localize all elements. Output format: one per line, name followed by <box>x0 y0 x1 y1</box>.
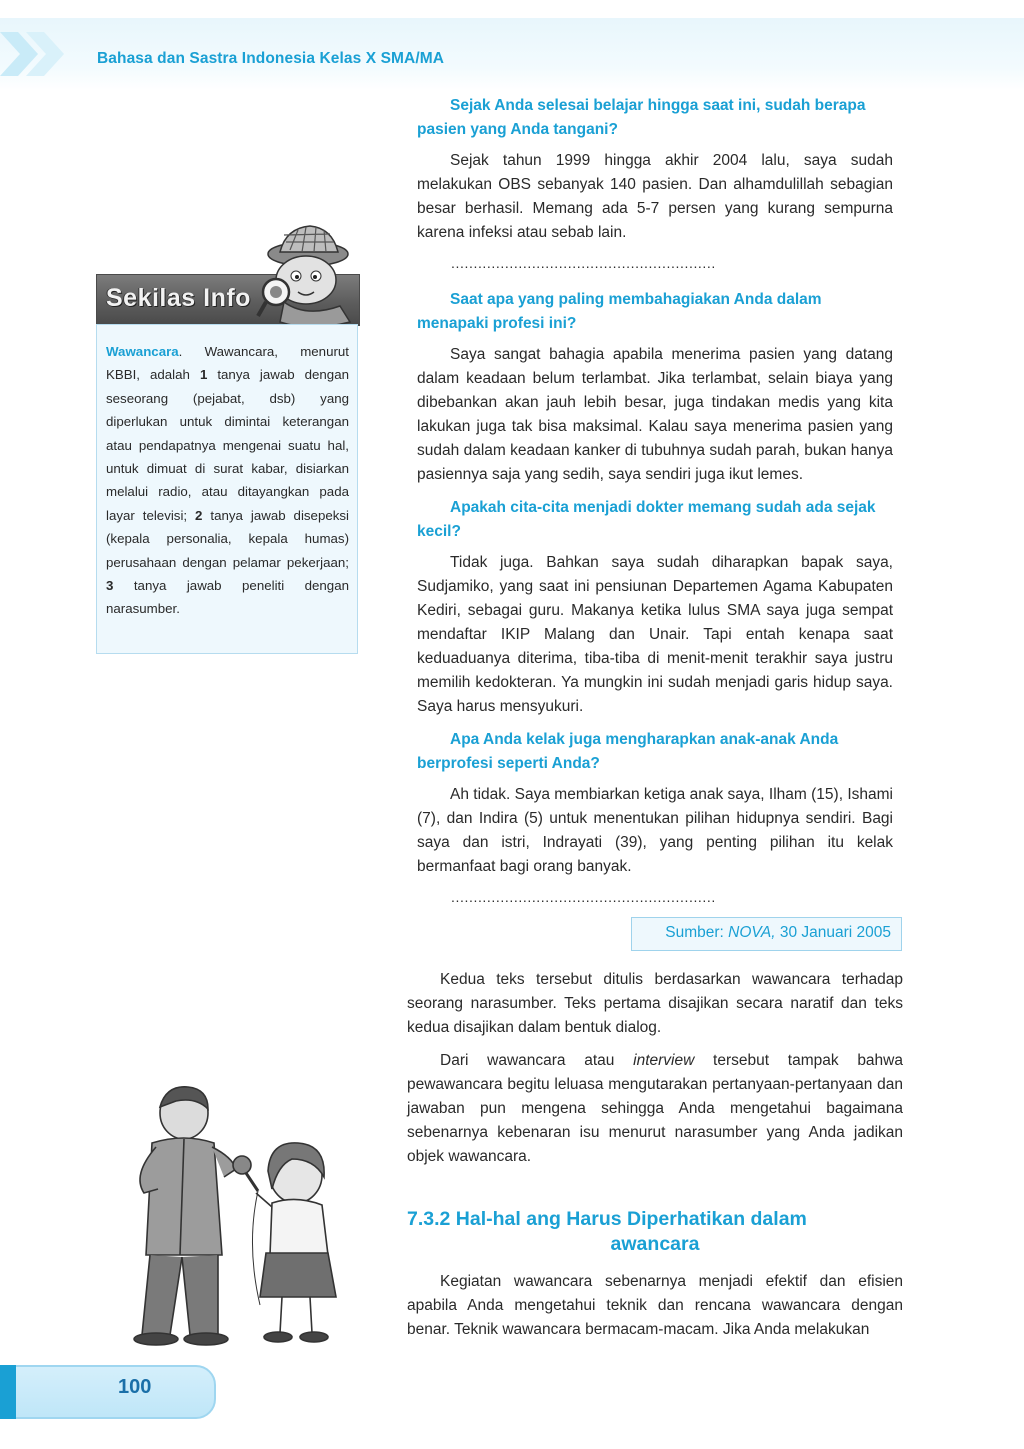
info-number-2: 2 <box>195 507 203 523</box>
info-term: Wawancara <box>106 344 179 359</box>
header-title: Bahasa dan Sastra Indonesia Kelas X SMA/MA <box>97 50 445 67</box>
interview-answer: Saya sangat bahagia apabila menerima pasien yang datang dalam keadaan belum terlambat. Jika terlambat, selain biaya yang dibebankan akan jauh lebih besar, juga tindakan medis yang kita lakukan juga tak bisa maksimal. Kalau saya menerima pasien yang sudah dalam keadaan kanker di tubuhnya sudah parah, bukan hanya pasiennya saja yang sedih, saya sendiri juga ikut lemes. <box>417 346 893 483</box>
body-text-span: tersebut tampak bahwa pewawancara begitu leluasa mengutarakan pertanyaan-pertanyaan dan jawaban pun mengena sehingga Anda mengetahui bagaimana sebenarnya kebenaran isu menurut narasumber yang Anda jadikan objek wawancara. <box>407 1052 903 1165</box>
info-box-body <box>96 324 358 654</box>
chevron-decoration-icon <box>0 18 90 90</box>
body-paragraph: Kegiatan wawancara sebenarnya menjadi efektif dan efisien apabila Anda mengetahui teknik dan rencana wawancara dengan benar. Teknik wawancara bermacam-macam. Jika Anda melakukan <box>407 1273 903 1338</box>
source-prefix: Sumber: <box>665 924 729 941</box>
section-heading <box>407 1207 903 1257</box>
info-text: tanya jawab diseреksi (kepala personalia, kepala humas) perusahaan dengan pelamar pekerjaan; <box>106 507 349 570</box>
section-heading-line1: 7.3.2 Hal-hal ang Harus Diperhatikan dalam <box>407 1208 807 1230</box>
info-text: . Wawancara, menurut KBBI, adalah <box>106 344 349 383</box>
interview-question: Sejak Anda selesai belajar hingga saat ini, sudah berapa pasien yang Anda tangani? <box>417 97 866 138</box>
info-text: tanya jawab dengan seseorang (pejabat, dsb) yang diperlukan untuk dimintai keterangan atau pendapatnya mengenai suatu hal, untuk dimuat di surat kabar, disiarkan melalui radio, atau ditayangkan pada layar televisi; <box>106 367 349 523</box>
interview-question: Saat apa yang paling membahagiakan Anda dalam menapaki profesi ini? <box>417 291 822 332</box>
body-text-span: Dari wawancara atau <box>440 1052 634 1069</box>
body-italic: interview <box>633 1052 695 1069</box>
source-date: 30 Januari 2005 <box>775 924 891 941</box>
interview-section <box>417 94 893 922</box>
interview-answer: Tidak juga. Bahkan saya sudah diharapkan bapak saya, Sudjamiko, yang saat ini pensiunan Departemen Agama Kabupaten Kediri, sebagai guru. Makanya ketika lulus SMA saya juga sempat mendaftar IKIP Malang dan Unair. Tapi entah kenapa saat keduaduanya diterima, tiba-tiba di menit-menit terakhir saya justru memilih kedokteran. Ya mungkin ini sudah menjadi garis hidup saya. Saya harus mensyukuri. <box>417 554 893 715</box>
info-text: tanya jawab peneliti dengan narasumber. <box>106 578 349 617</box>
source-publication: NOVA, <box>728 924 776 941</box>
interview-illustration-icon <box>96 1085 366 1355</box>
interview-question: Apakah cita-cita menjadi dokter memang sudah ada sejak kecil? <box>417 499 876 540</box>
footer-tab <box>0 1365 216 1419</box>
interview-answer: Sejak tahun 1999 hingga akhir 2004 lalu, saya sudah melakukan OBS sebanyak 140 pasien. Dan alhamdulillah sebagian besar berhasil. Memang ada 5-7 persen yang kurang sempurna karena infeksi atau sebab lain. <box>417 152 893 241</box>
body-text <box>407 1270 903 1351</box>
section-heading-line2: awancara <box>610 1233 700 1255</box>
interview-question: Apa Anda kelak juga mengharapkan anak-anak Anda berprofesi seperti Anda? <box>417 731 839 772</box>
interview-answer: Ah tidak. Saya membiarkan ketiga anak saya, Ilham (15), Ishami (7), dan Indira (5) untuk menentukan pilihan hidupnya sendiri. Bagi saya dan istri, Indrayati (39), yang penting pilihan itu kelak bermanfaat bagi orang banyak. <box>417 786 893 875</box>
ellipsis-divider: ........................................................... <box>451 889 716 905</box>
body-paragraph: Kedua teks tersebut ditulis berdasarkan wawancara terhadap seorang narasumber. Teks pertama disajikan secara naratif dan teks kedua disajikan dalam bentuk dialog. <box>407 971 903 1036</box>
body-text <box>407 968 903 1178</box>
footer-accent-bar <box>0 1365 16 1419</box>
body-paragraph <box>407 1049 903 1169</box>
page-number: 100 <box>118 1376 152 1398</box>
ellipsis-divider: ........................................................... <box>451 255 716 271</box>
info-number-3: 3 <box>106 578 114 594</box>
info-number-1: 1 <box>199 367 208 383</box>
detective-mascot-icon <box>240 222 362 330</box>
info-box-title: Sekilas Info <box>106 284 251 312</box>
source-citation <box>631 917 902 951</box>
